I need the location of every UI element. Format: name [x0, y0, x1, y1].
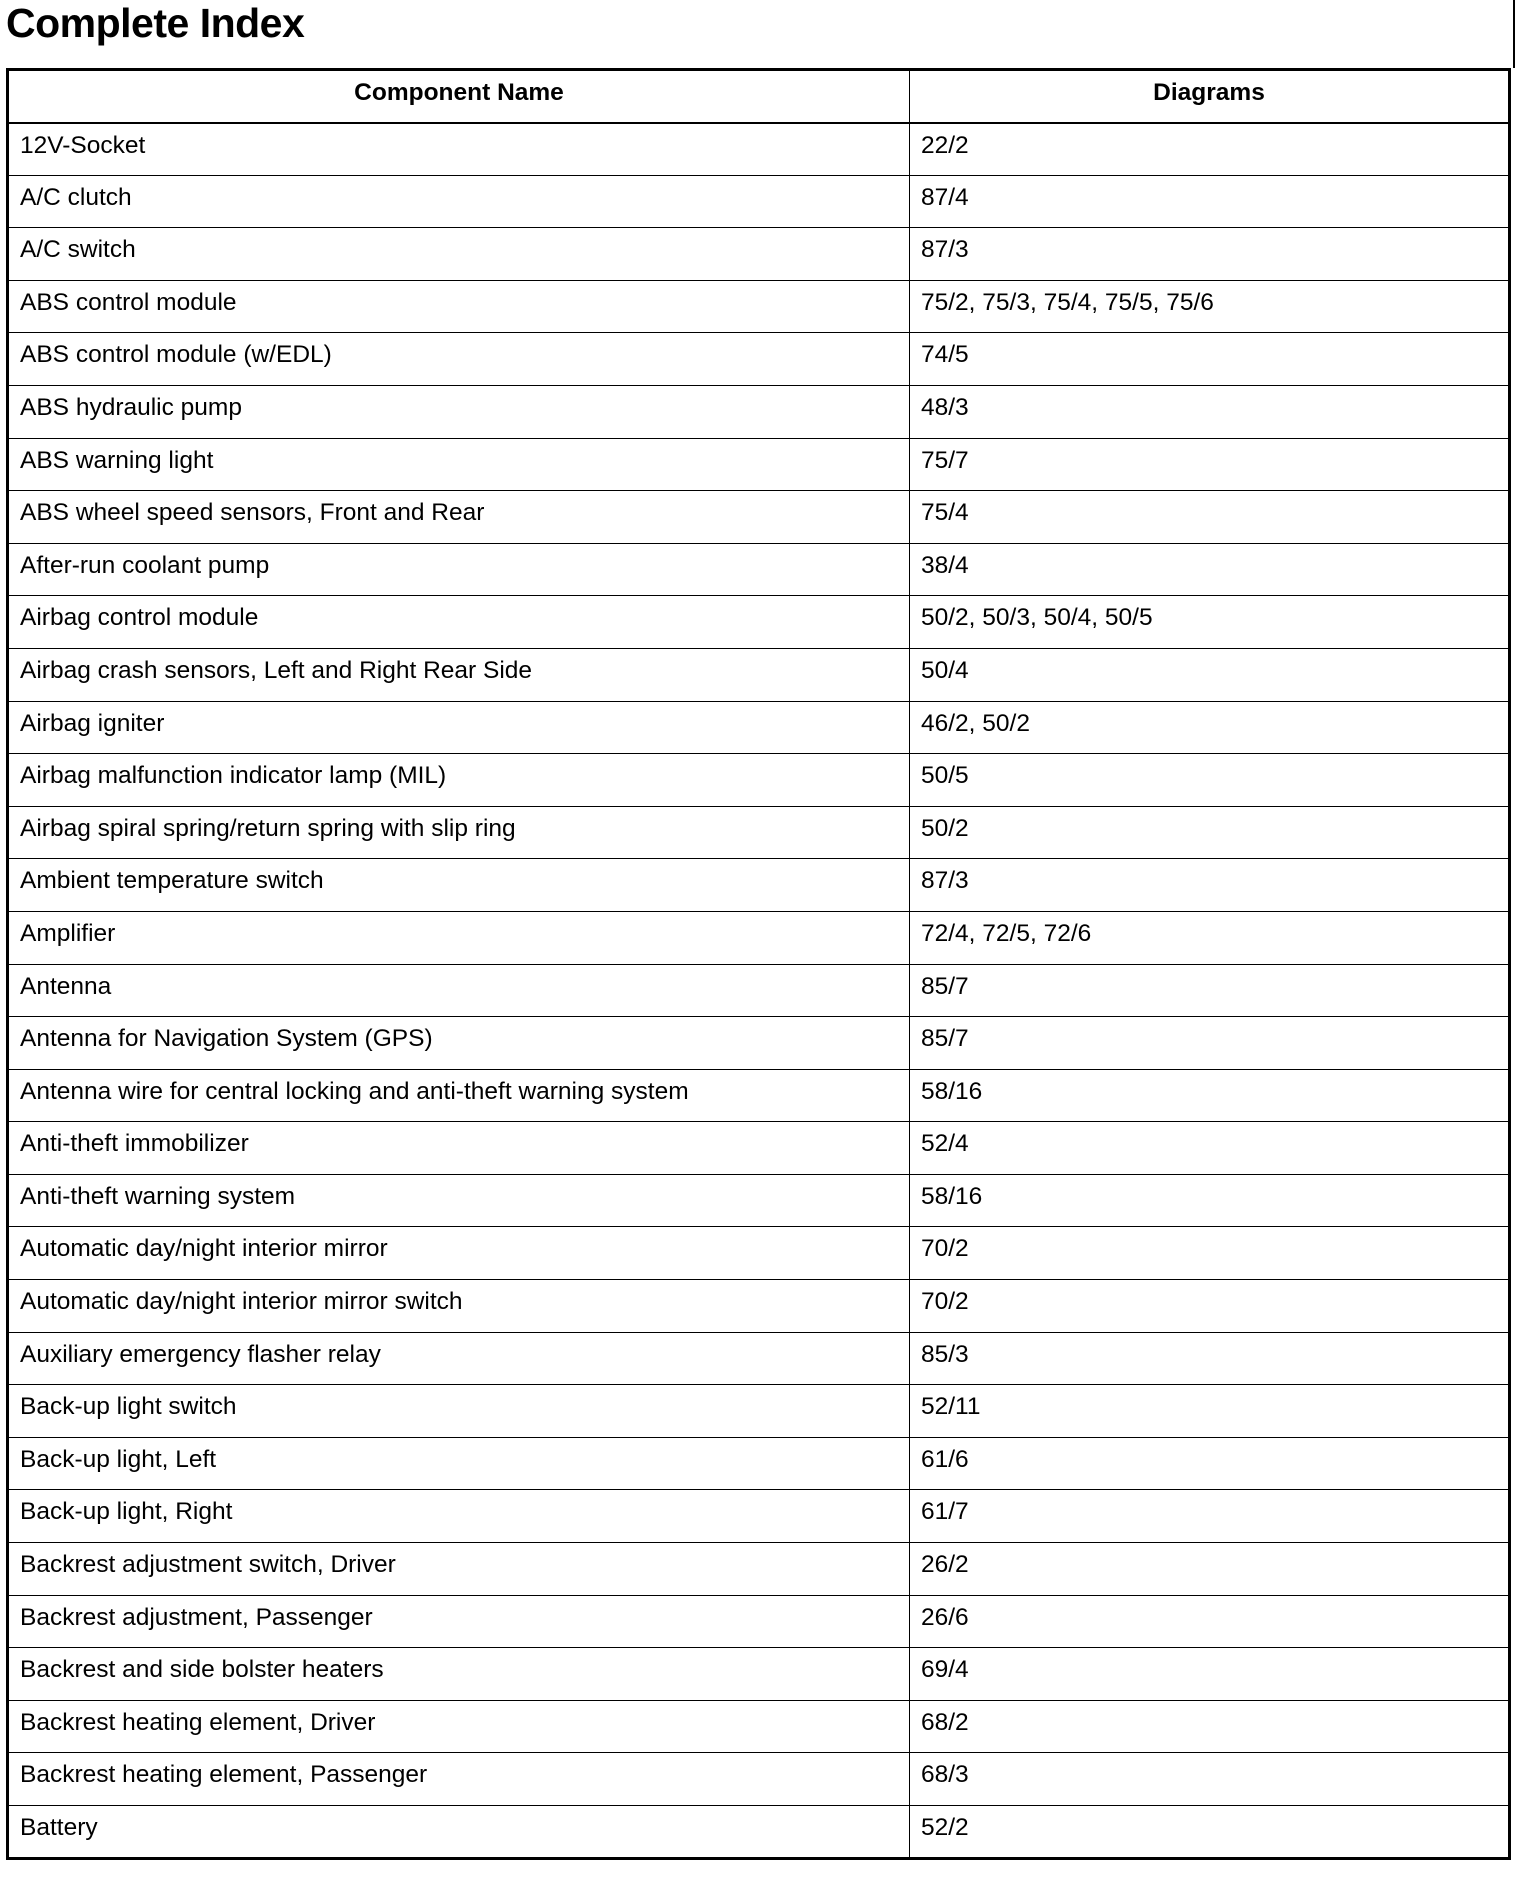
- table-row: [8, 1280, 1510, 1333]
- component-name-cell: Back-up light switch: [8, 1385, 910, 1438]
- table-row: [8, 911, 1510, 964]
- diagrams-cell: 61/7: [910, 1490, 1510, 1543]
- table-row: [8, 1543, 1510, 1596]
- diagrams-cell: 72/4, 72/5, 72/6: [910, 911, 1510, 964]
- diagrams-cell: 52/11: [910, 1385, 1510, 1438]
- diagrams-cell: 87/3: [910, 859, 1510, 912]
- component-name-cell: Backrest adjustment, Passenger: [8, 1595, 910, 1648]
- diagrams-cell: 74/5: [910, 333, 1510, 386]
- diagrams-cell: 50/2: [910, 806, 1510, 859]
- diagrams-cell: 70/2: [910, 1280, 1510, 1333]
- table-row: [8, 1122, 1510, 1175]
- table-row: [8, 806, 1510, 859]
- diagrams-cell: 75/7: [910, 438, 1510, 491]
- table-row: [8, 1490, 1510, 1543]
- component-name-cell: After-run coolant pump: [8, 543, 910, 596]
- diagrams-cell: 61/6: [910, 1437, 1510, 1490]
- page-edge-rule: [1513, 0, 1515, 68]
- component-name-cell: Airbag crash sensors, Left and Right Rear Side: [8, 648, 910, 701]
- table-row: [8, 491, 1510, 544]
- table-row: [8, 701, 1510, 754]
- component-name-cell: ABS control module (w/EDL): [8, 333, 910, 386]
- component-name-cell: A/C switch: [8, 228, 910, 281]
- component-name-cell: Amplifier: [8, 911, 910, 964]
- component-name-cell: Airbag malfunction indicator lamp (MIL): [8, 754, 910, 807]
- diagrams-cell: 46/2, 50/2: [910, 701, 1510, 754]
- component-name-cell: Ambient temperature switch: [8, 859, 910, 912]
- diagrams-cell: 50/4: [910, 648, 1510, 701]
- table-row: [8, 175, 1510, 228]
- diagrams-cell: 26/2: [910, 1543, 1510, 1596]
- component-name-cell: Automatic day/night interior mirror switch: [8, 1280, 910, 1333]
- table-row: [8, 1174, 1510, 1227]
- table-row: [8, 385, 1510, 438]
- component-name-cell: A/C clutch: [8, 175, 910, 228]
- diagrams-cell: 75/4: [910, 491, 1510, 544]
- table-body: [8, 123, 1510, 1859]
- diagrams-cell: 70/2: [910, 1227, 1510, 1280]
- diagrams-cell: 69/4: [910, 1648, 1510, 1701]
- table-row: [8, 1753, 1510, 1806]
- component-name-cell: Antenna for Navigation System (GPS): [8, 1017, 910, 1070]
- table-row: [8, 228, 1510, 281]
- component-name-cell: Anti-theft immobilizer: [8, 1122, 910, 1175]
- table-row: [8, 859, 1510, 912]
- table-row: [8, 1806, 1510, 1859]
- table-row: [8, 1648, 1510, 1701]
- column-header-component-name: Component Name: [8, 70, 910, 123]
- table-header-row: [8, 70, 1510, 123]
- diagrams-cell: 85/3: [910, 1332, 1510, 1385]
- diagrams-cell: 26/6: [910, 1595, 1510, 1648]
- component-name-cell: Antenna: [8, 964, 910, 1017]
- table-row: [8, 964, 1510, 1017]
- table-row: [8, 438, 1510, 491]
- component-name-cell: Back-up light, Left: [8, 1437, 910, 1490]
- component-name-cell: Auxiliary emergency flasher relay: [8, 1332, 910, 1385]
- component-name-cell: Backrest adjustment switch, Driver: [8, 1543, 910, 1596]
- table-row: [8, 596, 1510, 649]
- component-name-cell: 12V-Socket: [8, 123, 910, 176]
- diagrams-cell: 22/2: [910, 123, 1510, 176]
- diagrams-cell: 87/4: [910, 175, 1510, 228]
- diagrams-cell: 87/3: [910, 228, 1510, 281]
- table-row: [8, 1069, 1510, 1122]
- component-name-cell: Backrest heating element, Driver: [8, 1700, 910, 1753]
- component-name-cell: Battery: [8, 1806, 910, 1859]
- component-name-cell: Antenna wire for central locking and anti-theft warning system: [8, 1069, 910, 1122]
- diagrams-cell: 50/2, 50/3, 50/4, 50/5: [910, 596, 1510, 649]
- component-name-cell: Automatic day/night interior mirror: [8, 1227, 910, 1280]
- diagrams-cell: 85/7: [910, 1017, 1510, 1070]
- diagrams-cell: 75/2, 75/3, 75/4, 75/5, 75/6: [910, 280, 1510, 333]
- table-row: [8, 123, 1510, 176]
- diagrams-cell: 50/5: [910, 754, 1510, 807]
- diagrams-cell: 52/4: [910, 1122, 1510, 1175]
- table-row: [8, 648, 1510, 701]
- component-name-cell: Backrest and side bolster heaters: [8, 1648, 910, 1701]
- component-name-cell: ABS hydraulic pump: [8, 385, 910, 438]
- component-name-cell: Airbag spiral spring/return spring with slip ring: [8, 806, 910, 859]
- diagrams-cell: 38/4: [910, 543, 1510, 596]
- table-row: [8, 1700, 1510, 1753]
- table-row: [8, 1595, 1510, 1648]
- component-index-table: [6, 68, 1511, 1860]
- diagrams-cell: 85/7: [910, 964, 1510, 1017]
- table-row: [8, 1227, 1510, 1280]
- table-row: [8, 280, 1510, 333]
- component-name-cell: ABS control module: [8, 280, 910, 333]
- component-name-cell: Airbag igniter: [8, 701, 910, 754]
- table-row: [8, 1385, 1510, 1438]
- table-row: [8, 543, 1510, 596]
- component-name-cell: Anti-theft warning system: [8, 1174, 910, 1227]
- table-row: [8, 1437, 1510, 1490]
- diagrams-cell: 52/2: [910, 1806, 1510, 1859]
- table-row: [8, 333, 1510, 386]
- table-row: [8, 1332, 1510, 1385]
- diagrams-cell: 58/16: [910, 1069, 1510, 1122]
- table-row: [8, 754, 1510, 807]
- component-name-cell: Back-up light, Right: [8, 1490, 910, 1543]
- component-name-cell: Backrest heating element, Passenger: [8, 1753, 910, 1806]
- component-name-cell: ABS warning light: [8, 438, 910, 491]
- component-name-cell: ABS wheel speed sensors, Front and Rear: [8, 491, 910, 544]
- diagrams-cell: 58/16: [910, 1174, 1510, 1227]
- component-name-cell: Airbag control module: [8, 596, 910, 649]
- table-row: [8, 1017, 1510, 1070]
- diagrams-cell: 68/3: [910, 1753, 1510, 1806]
- diagrams-cell: 48/3: [910, 385, 1510, 438]
- diagrams-cell: 68/2: [910, 1700, 1510, 1753]
- page-title: Complete Index: [6, 0, 305, 46]
- column-header-diagrams: Diagrams: [910, 70, 1510, 123]
